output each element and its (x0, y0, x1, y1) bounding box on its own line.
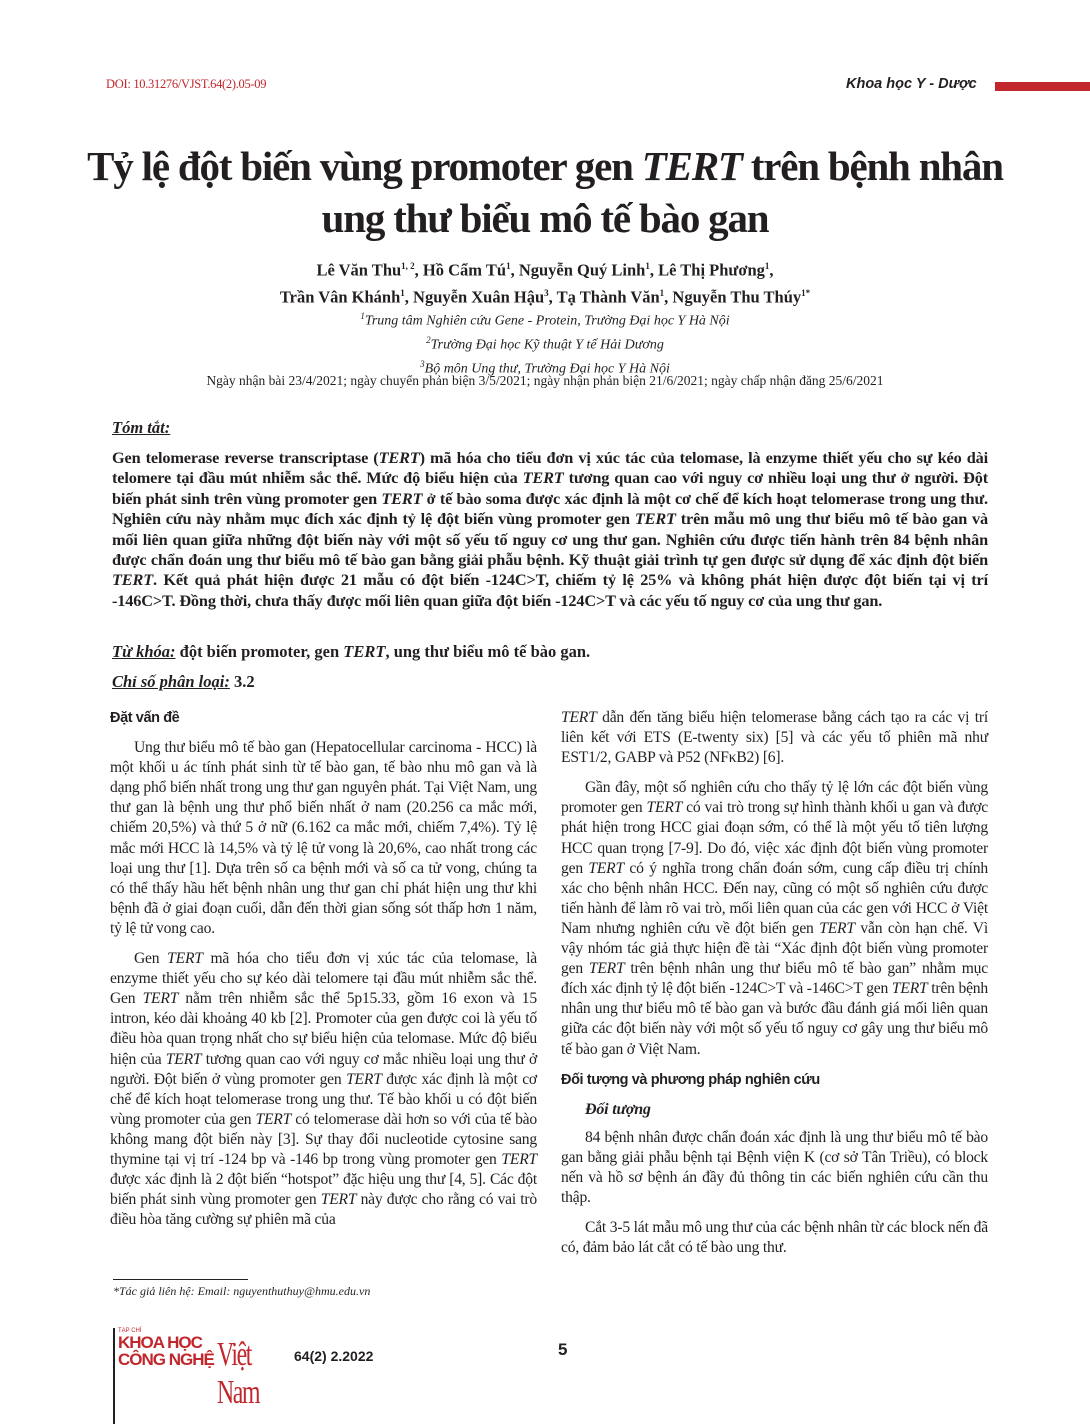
paragraph (110, 949, 537, 1230)
footnote-divider (113, 1279, 248, 1280)
text-segment: dẫn đến tăng biểu hiện telomerase bằng cách tạo ra các vị trí liên kết với ETS (E-twenty six) [5] và các yếu tố phiên mã như EST1/2, GABP và P52 (NFκB2) [6]. (561, 709, 988, 767)
italic-term: TERT (255, 1110, 292, 1128)
italic-term: TERT (634, 509, 676, 529)
section-label: Khoa học Y - Dược (846, 76, 977, 92)
footer-rule (113, 1328, 115, 1424)
italic-term: TERT (381, 488, 423, 508)
page-number: 5 (558, 1340, 568, 1359)
italic-term: TERT (819, 919, 855, 937)
text-segment: Gần đây, một số nghiên cứu cho thấy tỷ lệ lớn các đột biến vùng promoter gen (561, 779, 988, 817)
submission-dates: Ngày nhận bài 23/4/2021; ngày chuyển phản biện 3/5/2021; ngày nhận phản biện 21/6/2021; ngày chấp nhận đăng 25/6/2021 (206, 373, 884, 388)
logo-line1: KHOA HỌC (118, 1333, 202, 1352)
italic-term: TERT (320, 1191, 357, 1209)
superscript: 3 (544, 287, 549, 298)
paragraph (561, 778, 988, 1059)
right-column (561, 708, 988, 1268)
subsection-heading: Đối tượng (585, 1100, 651, 1118)
text-segment: có telomerase dài hơn so với của tế bào không mang đột biến này [3]. Sự thay đổi nucleotide cytosine sang thymine tại vị trí -124 bp và -146 bp trong vùng promoter gen (110, 1110, 537, 1168)
italic-term: TERT (588, 960, 625, 978)
text-segment: Gen (134, 950, 168, 968)
text-segment: ) mã hóa cho tiểu đơn vị xúc tác của telomase, là enzyme thiết yếu cho sự kéo dài telomere tại đầu mút nhiễm sắc thể. Mức độ biểu hiện của (112, 448, 988, 488)
text-segment: Bộ môn Ung thư, Trường Đại học Y Hà Nội (424, 361, 670, 377)
authors (100, 255, 990, 308)
text-segment: ung thư biểu mô tế bào gan (321, 195, 769, 241)
doi: DOI: 10.31276/VJST.64(2).05-09 (106, 77, 267, 91)
text-segment: vẫn còn hạn chế. Vì vậy nhóm tác giả thực hiện đề tài “Xác định đột biến vùng promoter gen (561, 919, 989, 978)
text-segment: ở tế bào soma được xác định là một cơ chế để kích hoạt telomerase trong ung thư. Nghiên cứu này nhằm mục đích xác định tỷ lệ đột biến vùng promoter gen (112, 488, 988, 529)
text-segment: này được cho rằng có vai trò điều hòa tăng cường sự phiên mã của (110, 1191, 537, 1229)
paragraph (110, 738, 537, 939)
text-segment: trên bệnh nhân (741, 143, 1003, 189)
text-segment: Trường Đại học Kỹ thuật Y tế Hải Dương (430, 337, 664, 353)
classification-value: 3.2 (229, 672, 255, 691)
article-title (60, 140, 1030, 244)
keywords-value (176, 642, 591, 661)
text-segment: Lê Văn Thu (316, 260, 402, 280)
text-segment: trên bệnh nhân ung thư biểu mô tế bào gan và bước đầu đánh giá mối liên quan giữa các đột biến này với một số yếu tố nguy cơ gây ung thư biểu mô tế bào gan ở Việt Nam. (561, 980, 988, 1058)
italic-term: TERT (641, 143, 742, 189)
text-segment: . Kết quả phát hiện được 21 mẫu có đột biến -124C>T, chiếm tỷ lệ 25% và không phát hiện được đột biến tại vị trí -146C>T. Đồng thời, chưa thấy được mối liên quan giữa đột biến -124C>T và các yếu tố nguy cơ của ung thư gan. (112, 570, 988, 610)
logo-line2: CÔNG NGHỆ (118, 1350, 214, 1369)
logo-tap-chi: TẠP CHÍ (118, 1328, 142, 1334)
section-accent-bar (995, 82, 1090, 91)
italic-term: TERT (165, 1050, 202, 1068)
abstract-heading: Tóm tắt: (112, 418, 171, 437)
text-segment: có ý nghĩa trong chẩn đoán sớm, cung cấp điều trị chính xác cho bệnh nhân HCC. Đến nay, cũng có một số nghiên cứu được tiến hành để làm rõ vai trò, mối liên quan của các gen với HCC ở Việt Nam nhưng nghiên cứu về đột biến gen (561, 859, 988, 937)
superscript: 1 (400, 287, 405, 298)
text-segment: , Tạ Thành Văn (548, 287, 660, 306)
footnote: *Tác giả liên hệ: Email: nguyenthuthuy@hmu.edu.vn (113, 1284, 371, 1298)
italic-term: TERT (561, 709, 597, 726)
text-segment: , Nguyễn Quý Linh (510, 260, 646, 280)
paragraph (561, 1218, 988, 1258)
italic-term: TERT (378, 448, 420, 467)
keywords (112, 642, 590, 662)
superscript: 3 (420, 359, 425, 370)
text-segment: Ung thư biểu mô tế bào gan (Hepatocellular carcinoma - HCC) là một khối u ác tính phát sinh từ tế bào gan, tế bào nhu mô gan và là dạng phổ biến nhất trong ung thư gan nguyên phát. Tại Việt Nam, ung thư gan là bệnh ung thư phổ biến nhất ở nam (20.256 ca mắc mới, chiếm 20,5%) và thứ 5 ở nữ (6.162 ca mắc mới, chiếm 7,4%). Tỷ lệ mắc mới HCC là 14,5% và tỷ lệ tử vong là 20,6%, cao nhất trong các loại ung thư [1]. Dựa trên số ca bệnh mới và số ca tử vong, chúng ta có thể thấy hầu hết bệnh nhân ung thư gan chỉ phát hiện ung thư khi bệnh đã ở giai đoạn cuối, dẫn đến thời gian sống sót thấp hơn 1 năm, tỷ lệ tử vong cao. (110, 739, 537, 937)
superscript: 1 (506, 261, 511, 271)
italic-term: TERT (588, 859, 624, 877)
affiliations (100, 307, 990, 379)
text-segment: trên mẫu mô ung thư biểu mô tế bào gan và mối liên quan giữa những đột biến này với một số yếu tố nguy cơ ung thư gan. Nghiên cứu được tiến hành trên 84 bệnh nhân được chẩn đoán ung thư biểu mô tế bào gan bằng giải phẫu bệnh. Kỹ thuật giải trình tự gen được sử dụng để xác định đột biến (112, 509, 989, 570)
section-heading: Đặt vấn đề (110, 710, 180, 726)
text-segment: , ung thư biểu mô tế bào gan. (385, 642, 591, 661)
text-segment: đột biến promoter, gen (175, 642, 344, 661)
text-segment: Gen telomerase reverse transcriptase ( (112, 448, 379, 467)
superscript: 1 (764, 261, 770, 271)
logo-vietnam: Việt Nam (217, 1336, 260, 1411)
text-segment: 84 bệnh nhân được chẩn đoán xác định là ung thư biểu mô tế bào gan bằng giải phẫu bệnh tại Bệnh viện K (cơ sở Tân Triều), có block nến và hồ sơ bệnh án đầy đủ thông tin các biến nghiên cứu cần thu thập. (561, 1128, 988, 1207)
superscript: 1* (801, 287, 811, 298)
text-segment: được xác định là 2 đột biến “hotspot” đặc hiệu ung thư [4, 5]. Các đột biến phát sinh vùng promoter gen (110, 1171, 537, 1209)
italic-term: TERT (646, 799, 683, 817)
text-segment: tương quan cao với nguy cơ mắc nhiều loại ung thư ở người. Đột biến ở vùng promoter gen (110, 1050, 538, 1088)
paragraph (561, 708, 988, 768)
text-segment: , (769, 260, 774, 280)
italic-term: TERT (891, 980, 928, 998)
text-segment: nằm trên nhiễm sắc thể 5p15.33, gồm 16 exon và 15 intron, kéo dài khoảng 40 kb [2]. Promoter của gen được coi là yếu tố điều hòa quan trọng nhất cho sự biểu hiện của telomase. Mức độ biểu hiện của (110, 990, 538, 1068)
text-segment: tương quan cao với nguy cơ nhiều loại ung thư ở người. Đột biến phát sinh trên vùng promoter gen (112, 468, 988, 508)
text-segment: Trung tâm Nghiên cứu Gene - Protein, Trường Đại học Y Hà Nội (364, 313, 730, 329)
text-segment: Tỷ lệ đột biến vùng promoter gen (87, 143, 642, 189)
superscript: 1, 2 (401, 261, 415, 271)
classification-label: Chỉ số phân loại: (112, 672, 230, 691)
superscript: 2 (426, 335, 431, 346)
section-heading: Đối tượng và phương pháp nghiên cứu (561, 1071, 820, 1088)
text-segment: , Hồ Cẩm Tú (414, 260, 507, 280)
paragraph (561, 1128, 988, 1208)
left-column (110, 708, 537, 1240)
text-segment: có vai trò trong sự hình thành khối u gan và được phát hiện trong HCC giai đoạn sớm, có thể là một yếu tố tiên lượng HCC quan trọng [7-9]. Do đó, việc xác định đột biến vùng promoter gen (561, 799, 988, 877)
superscript: 1 (645, 261, 650, 271)
italic-term: TERT (346, 1070, 382, 1088)
issue-number: 64(2) 2.2022 (294, 1348, 374, 1364)
journal-logo (118, 1328, 260, 1411)
text-segment: Cắt 3-5 lát mẫu mô ung thư của các bệnh nhân từ các block nến đã có, đảm bảo lát cắt có tế bào ung thư. (561, 1219, 988, 1257)
italic-term: TERT (112, 570, 154, 590)
text-segment: , Lê Thị Phương (649, 260, 765, 280)
italic-term: TERT (501, 1150, 537, 1168)
text-segment: trên bệnh nhân ung thư biểu mô tế bào gan” nhằm mục đích xác định tỷ lệ đột biến -124C>T và -146C>T gen (561, 960, 988, 998)
text-segment: mã hóa cho tiểu đơn vị xúc tác của telomase, là enzyme thiết yếu cho sự kéo dài telomere tại đầu mút nhiễm sắc thể. Gen (110, 950, 538, 1008)
superscript: 1 (360, 311, 365, 321)
text-segment: được xác định là một cơ chế để kích hoạt telomerase trong ung thư. Tế bào khối u có đột biến vùng promoter của gen (110, 1070, 537, 1128)
italic-term: TERT (142, 990, 179, 1008)
superscript: 1 (659, 287, 665, 298)
italic-term: TERT (522, 468, 564, 488)
text-segment: Trần Vân Khánh (279, 287, 401, 306)
keywords-label: Từ khóa: (112, 642, 176, 661)
classification (112, 672, 255, 692)
text-segment: , Nguyễn Thu Thúy (664, 287, 802, 306)
text-segment: , Nguyễn Xuân Hậu (404, 287, 545, 306)
italic-term: TERT (343, 642, 386, 661)
abstract-text (112, 448, 988, 611)
italic-term: TERT (167, 950, 203, 968)
